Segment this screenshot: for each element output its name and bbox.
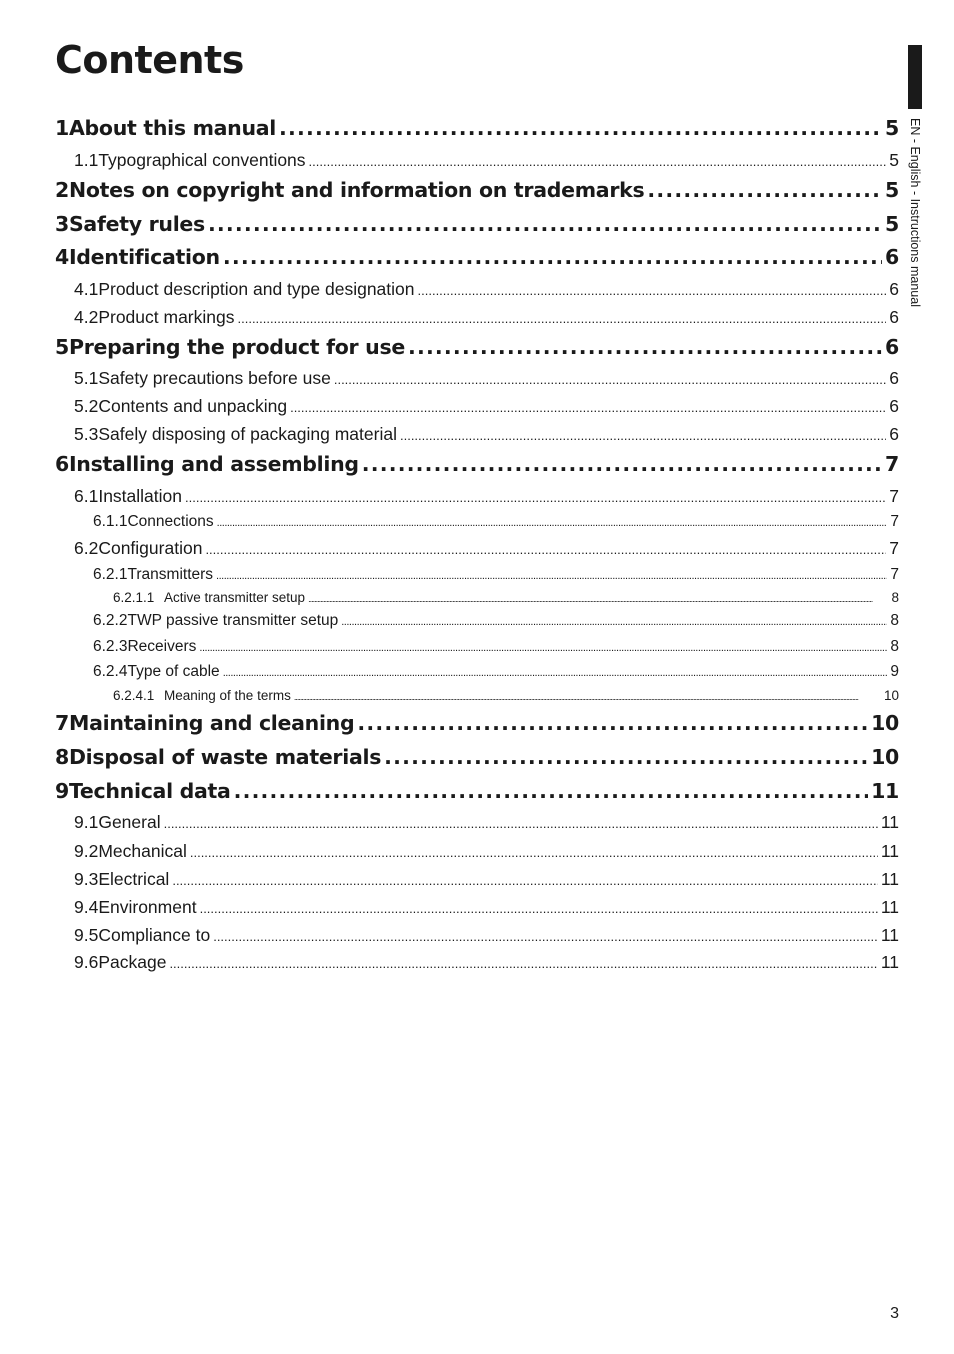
toc-entry-number: 9.6	[74, 952, 99, 972]
toc-entry-page: 6	[889, 396, 899, 416]
toc-entry-page: 11	[880, 869, 899, 889]
toc-entry-number: 6.2.4.1	[113, 688, 155, 703]
toc-entry[interactable]	[74, 841, 899, 862]
toc-entry-number: 3	[55, 212, 69, 236]
toc-entry-title: Package	[98, 952, 167, 972]
toc-entry-title: Notes on copyright and information on trademarks	[68, 178, 645, 202]
toc-entry-page: 11	[880, 897, 899, 917]
dot-leader	[341, 612, 887, 630]
toc-entry-page: 7	[890, 513, 899, 530]
toc-entry-title: Electrical	[98, 869, 170, 889]
toc-entry[interactable]	[74, 279, 899, 300]
dot-leader	[238, 307, 887, 328]
toc-entry-page: 11	[871, 779, 899, 803]
toc-entry-number: 9	[55, 779, 69, 803]
dot-leader	[223, 663, 888, 681]
toc-entry-page: 7	[890, 566, 899, 583]
toc-entry[interactable]	[74, 925, 899, 946]
toc-entry-number: 6.2.1.1	[113, 590, 155, 605]
toc-entry-title: Receivers	[127, 638, 197, 655]
dot-leader	[190, 841, 878, 862]
toc-entry-number: 1	[55, 116, 69, 140]
dot-leader	[279, 116, 882, 140]
toc-entry-number: 6.2	[74, 538, 99, 558]
toc-entry[interactable]	[55, 335, 899, 359]
toc-entry-number: 9.1	[74, 812, 99, 832]
dot-leader	[164, 812, 878, 833]
toc-entry-title: TWP passive transmitter setup	[127, 612, 339, 629]
dot-leader	[200, 897, 878, 918]
toc-entry-page: 6	[885, 245, 899, 269]
dot-leader	[334, 368, 886, 389]
toc-entry-title: Installing and assembling	[68, 452, 359, 476]
page-number: 3	[890, 1305, 899, 1322]
toc-entry-title: Preparing the product for use	[68, 335, 405, 359]
toc-entry-title: Technical data	[68, 779, 231, 803]
toc-entry-number: 5	[55, 335, 69, 359]
toc-entry-number: 5.1	[74, 368, 99, 388]
toc-entry-number: 6.2.3	[93, 638, 128, 655]
toc-entry-page: 8	[890, 638, 899, 655]
dot-leader	[199, 638, 887, 656]
toc-entry-title: Compliance to	[98, 925, 211, 945]
dot-leader	[309, 150, 887, 171]
toc-entry-page: 11	[880, 841, 899, 861]
dot-leader	[217, 513, 888, 531]
toc-entry-number: 8	[55, 745, 69, 769]
toc-entry-title: Safety rules	[68, 212, 205, 236]
toc-entry-title: Type of cable	[127, 663, 220, 680]
toc-entry[interactable]	[113, 590, 899, 605]
toc-entry[interactable]	[74, 897, 899, 918]
dot-leader	[172, 869, 878, 890]
dot-leader	[362, 452, 882, 476]
toc-entry-number: 9.5	[74, 925, 99, 945]
toc-entry-title: Mechanical	[98, 841, 187, 861]
toc-entry-page: 10	[883, 688, 899, 703]
toc-entry-number: 6.2.1	[93, 566, 128, 583]
toc-entry[interactable]	[93, 566, 899, 584]
dot-leader	[216, 566, 887, 584]
toc-entry-page: 7	[889, 538, 899, 558]
page-title: Contents	[55, 38, 244, 82]
toc-entry[interactable]	[74, 424, 899, 445]
dot-leader	[647, 178, 882, 202]
toc-entry-page: 9	[890, 663, 899, 680]
toc-entry-title: Meaning of the terms	[164, 688, 291, 703]
toc-entry[interactable]	[74, 307, 899, 328]
toc-entry-page: 5	[885, 178, 899, 202]
toc-entry[interactable]	[55, 711, 899, 735]
toc-entry-number: 9.2	[74, 841, 99, 861]
toc-entry-number: 4.2	[74, 307, 99, 327]
toc-entry-page: 11	[880, 812, 899, 832]
toc-entry-number: 2	[55, 178, 69, 202]
toc-entry[interactable]	[74, 150, 899, 171]
dot-leader	[357, 711, 868, 735]
toc-entry-number: 6	[55, 452, 69, 476]
toc-entry[interactable]	[74, 869, 899, 890]
dot-leader	[294, 688, 881, 703]
toc-entry[interactable]	[55, 452, 899, 476]
toc-entry-number: 9.4	[74, 897, 99, 917]
toc-entry-page: 6	[885, 335, 899, 359]
toc-entry[interactable]	[74, 538, 899, 559]
toc-entry-title: Transmitters	[127, 566, 214, 583]
dot-leader	[384, 745, 868, 769]
toc-entry-page: 7	[889, 486, 899, 506]
dot-leader	[234, 779, 868, 803]
toc-entry-title: Maintaining and cleaning	[68, 711, 355, 735]
toc-entry[interactable]	[55, 745, 899, 769]
toc-entry-title: Configuration	[98, 538, 203, 558]
toc-entry[interactable]	[55, 245, 899, 269]
toc-entry-title: General	[98, 812, 161, 832]
toc-entry-number: 7	[55, 711, 69, 735]
dot-leader	[213, 925, 878, 946]
dot-leader	[223, 245, 882, 269]
toc-entry-title: Product markings	[98, 307, 235, 327]
dot-leader	[290, 396, 886, 417]
toc-entry-page: 8	[891, 590, 899, 605]
toc-entry-page: 6	[889, 368, 899, 388]
toc-entry-title: Product description and type designation	[98, 279, 415, 299]
toc-entry[interactable]	[93, 638, 899, 656]
dot-leader	[400, 424, 886, 445]
toc-entry-number: 9.3	[74, 869, 99, 889]
toc-entry-page: 7	[885, 452, 899, 476]
toc-entry-number: 4	[55, 245, 69, 269]
toc-entry-number: 5.3	[74, 424, 99, 444]
toc-entry[interactable]	[55, 178, 899, 202]
toc-entry-title: Active transmitter setup	[164, 590, 306, 605]
toc-entry-page: 5	[885, 212, 899, 236]
toc-entry[interactable]	[74, 952, 899, 973]
toc-entry-page: 5	[889, 150, 899, 170]
dot-leader	[205, 538, 886, 559]
toc-entry-title: About this manual	[68, 116, 277, 140]
toc-entry[interactable]	[74, 396, 899, 417]
dot-leader	[308, 590, 888, 605]
dot-leader	[208, 212, 882, 236]
toc-entry-page: 11	[880, 952, 899, 972]
toc-entry-page: 11	[880, 925, 899, 945]
toc-entry[interactable]	[74, 812, 899, 833]
side-language-label: EN - English - Instructions manual	[908, 118, 922, 307]
toc-entry-title: Disposal of waste materials	[68, 745, 382, 769]
toc-entry[interactable]	[93, 513, 899, 531]
toc-entry-title: Safely disposing of packaging material	[98, 424, 397, 444]
toc-entry-page: 6	[889, 424, 899, 444]
dot-leader	[418, 279, 887, 300]
toc-entry[interactable]	[55, 779, 899, 803]
toc-entry-title: Contents and unpacking	[98, 396, 288, 416]
toc-entry-page: 8	[890, 612, 899, 629]
toc-entry[interactable]	[113, 688, 899, 703]
toc-entry-page: 6	[889, 279, 899, 299]
toc-entry-number: 1.1	[74, 150, 99, 170]
toc-entry-page: 6	[889, 307, 899, 327]
toc-entry-number: 6.2.2	[93, 612, 128, 629]
toc-entry-number: 4.1	[74, 279, 99, 299]
toc-entry-number: 6.2.4	[93, 663, 128, 680]
toc-entry[interactable]	[74, 368, 899, 389]
toc-entry[interactable]	[55, 116, 899, 140]
toc-entry[interactable]	[93, 663, 899, 681]
toc-entry-title: Typographical conventions	[98, 150, 306, 170]
toc-entry-title: Environment	[98, 897, 197, 917]
toc-entry-page: 5	[885, 116, 899, 140]
toc-entry[interactable]	[55, 212, 899, 236]
dot-leader	[185, 486, 886, 507]
toc-entry-title: Installation	[98, 486, 182, 506]
dot-leader	[408, 335, 882, 359]
toc-entry-title: Safety precautions before use	[98, 368, 331, 388]
toc-entry[interactable]	[93, 612, 899, 630]
toc-entry-number: 6.1.1	[93, 513, 128, 530]
dot-leader	[169, 952, 877, 973]
toc-entry[interactable]	[74, 486, 899, 507]
toc-entry-page: 10	[871, 745, 899, 769]
toc-entry-title: Connections	[127, 513, 214, 530]
toc-entry-number: 6.1	[74, 486, 99, 506]
toc-entry-title: Identification	[68, 245, 220, 269]
toc-entry-page: 10	[871, 711, 899, 735]
toc-entry-number: 5.2	[74, 396, 99, 416]
